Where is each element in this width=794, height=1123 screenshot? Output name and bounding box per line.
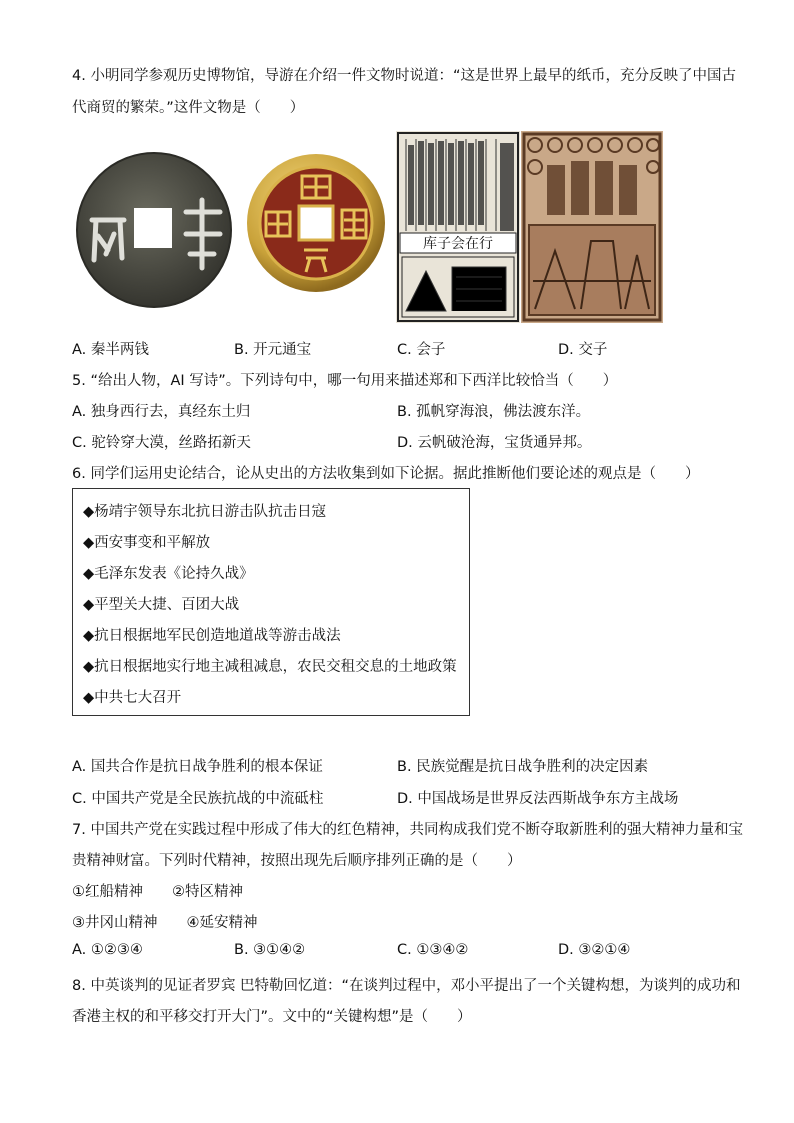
q7-items-row1: ①红船精神 ②特区精神 (72, 884, 243, 900)
q5-option-b[interactable]: B. 孤帆穿海浪，佛法渡东洋。 (397, 404, 591, 420)
q8-stem-line1: 8. 中英谈判的见证者罗宾 巴特勒回忆道：“在谈判过程中，邓小平提出了一个关键构想，为谈判的成功和 (72, 978, 741, 994)
evidence-box (72, 488, 470, 716)
q6-option-b[interactable]: B. 民族觉醒是抗日战争胜利的决定因素 (397, 759, 649, 775)
evidence-item: ◆抗日根据地实行地主减租减息，农民交租交息的土地政策 (83, 659, 457, 675)
banliang-coin-image (74, 150, 236, 310)
q4-option-d[interactable]: D. 交子 (558, 342, 608, 358)
evidence-item: ◆西安事变和平解放 (83, 535, 211, 551)
q7-stem-line1: 7. 中国共产党在实践过程中形成了伟大的红色精神，共同构成我们党不断夺取新胜利的强大精神力量和宝 (72, 822, 743, 838)
q5-stem: 5. “给出人物，AI 写诗”。下列诗句中，哪一句用来描述郑和下西洋比较恰当（ ） (72, 373, 618, 389)
q5-option-c[interactable]: C. 驼铃穿大漠，丝路拓新天 (72, 435, 251, 451)
huizi-note-image (396, 131, 520, 323)
q7-option-c[interactable]: C. ①③④② (397, 942, 469, 958)
evidence-item: ◆毛泽东发表《论持久战》 (83, 566, 254, 582)
q6-option-d[interactable]: D. 中国战场是世界反法西斯战争东方主战场 (397, 791, 679, 807)
q6-stem: 6. 同学们运用史论结合，论从史出的方法收集到如下论据。据此推断他们要论述的观点是（ ） (72, 466, 700, 482)
evidence-item: ◆平型关大捷、百团大战 (83, 597, 240, 613)
q7-option-b[interactable]: B. ③①④② (234, 942, 306, 958)
q6-option-a[interactable]: A. 国共合作是抗日战争胜利的根本保证 (72, 759, 323, 775)
q7-option-d[interactable]: D. ③②①④ (558, 942, 631, 958)
q4-stem-line2: 代商贸的繁荣。”这件文物是（ ） (72, 100, 305, 116)
q5-option-d[interactable]: D. 云帆破沧海，宝货通异邦。 (397, 435, 592, 451)
evidence-item: ◆杨靖宇领导东北抗日游击队抗击日寇 (83, 504, 327, 520)
q7-stem-line2: 贵精神财富。下列时代精神，按照出现先后顺序排列正确的是（ ） (72, 853, 522, 869)
q7-option-a[interactable]: A. ①②③④ (72, 942, 143, 958)
q4-option-c[interactable]: C. 会子 (397, 342, 446, 358)
q5-option-a[interactable]: A. 独身西行去，真经东土归 (72, 404, 251, 420)
q7-items-row2: ③井冈山精神 ④延安精神 (72, 915, 258, 931)
kaiyuan-coin-image (246, 150, 386, 296)
q4-stem-line1: 4. 小明同学参观历史博物馆，导游在介绍一件文物时说道：“这是世界上最早的纸币，充分反映了中国古 (72, 68, 736, 84)
q6-option-c[interactable]: C. 中国共产党是全民族抗战的中流砥柱 (72, 791, 324, 807)
huizi-caption: 库子会在行 (423, 236, 493, 252)
evidence-item: ◆抗日根据地军民创造地道战等游击战法 (83, 628, 341, 644)
q4-option-b[interactable]: B. 开元通宝 (234, 342, 312, 358)
jiaozi-note-image (521, 131, 663, 323)
q8-stem-line2: 香港主权的和平移交打开大门”。文中的“关键构想”是（ ） (72, 1009, 472, 1025)
q4-option-a[interactable]: A. 秦半两钱 (72, 342, 149, 358)
evidence-item: ◆中共七大召开 (83, 690, 182, 706)
